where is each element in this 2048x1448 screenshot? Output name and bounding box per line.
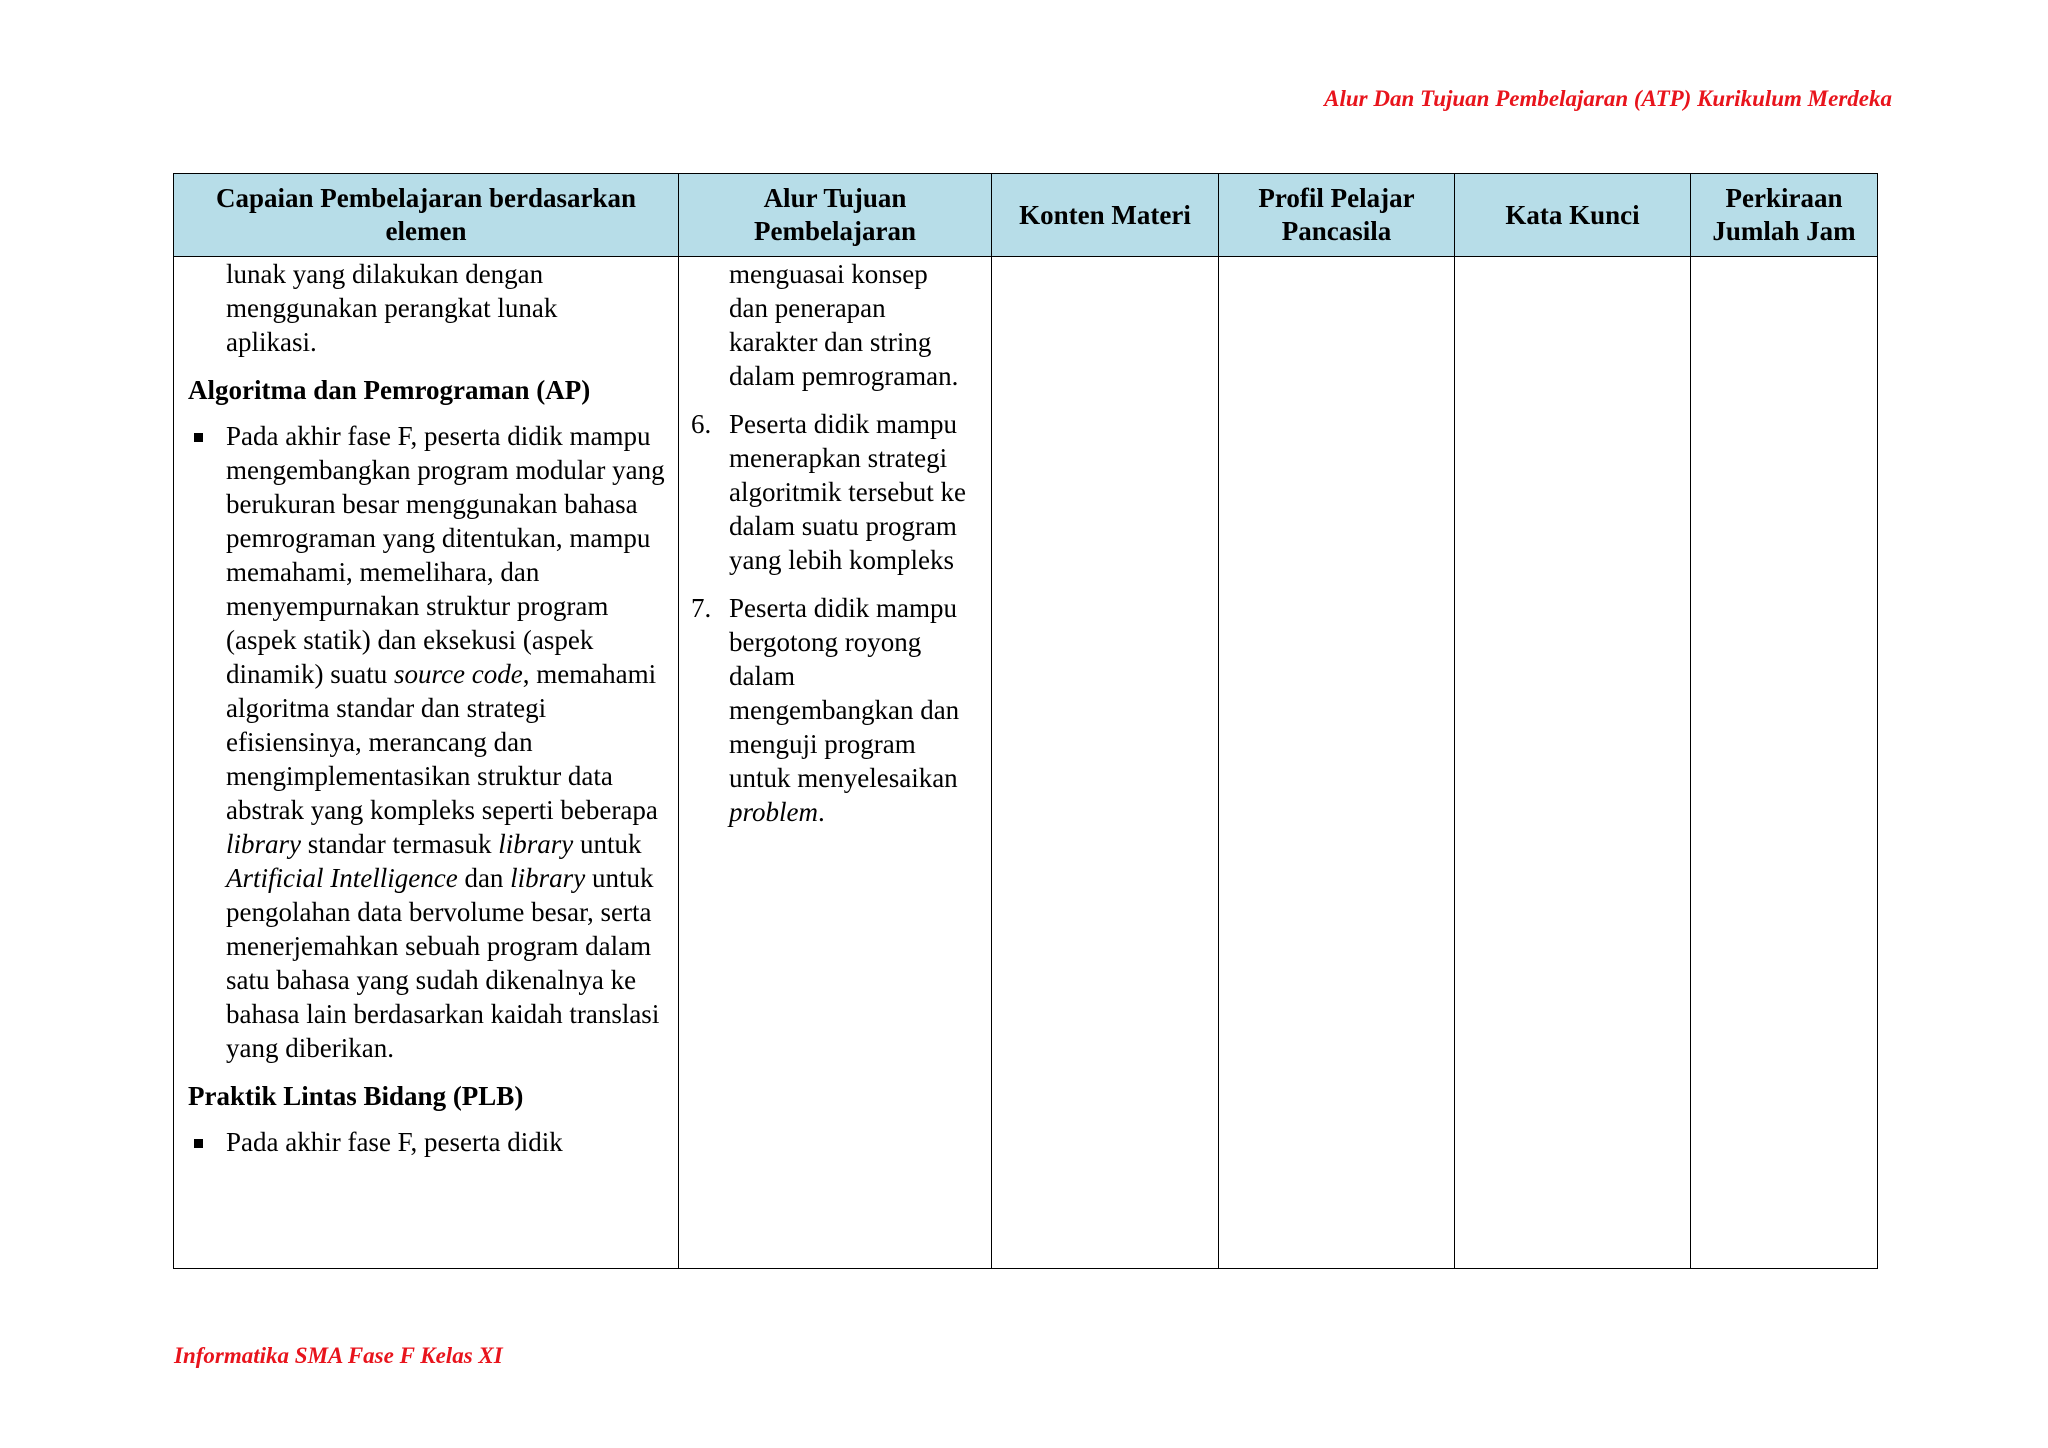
alur-item-6-text: Peserta didik mampu menerapkan strategi algoritmik tersebut ke dalam suatu program yang lebih kompleks [729,409,966,575]
alur-continuation: menguasai konsep dan penerapan karakter dan string dalam pemrograman. [729,259,959,391]
header-capaian: Capaian Pembelajaran berdasarkan elemen [174,174,679,257]
ap-text-1: Pada akhir fase F, peserta didik mampu mengembangkan program modular yang berukuran besar menggunakan bahasa pemrograman yang ditentukan, mampu memahami, memelihara, dan menyempurnakan struktur program (aspek statik) dan eksekusi (aspek dinamik) suatu [226,421,665,689]
plb-bullet-item [188,1125,668,1159]
alur-item-7-text: Peserta didik mampu bergotong royong dalam mengembangkan dan menguji program untuk menyelesaikan [729,593,960,793]
ap-text-3: standar termasuk [301,829,499,859]
atp-table [173,173,1878,1269]
header-profil-pelajar: Profil Pelajar Pancasila [1219,174,1455,257]
ap-bullet-item [188,419,668,1065]
ap-italic-source-code: source code [393,659,523,689]
cell-kata-kunci [1455,257,1691,1269]
alur-item-7-italic-problem: problem [729,797,818,827]
ap-text-2: , memahami algoritma standar dan strategi efisiensinya, merancang dan mengimplementasikan struktur data abstrak yang kompleks seperti beberapa [226,659,658,825]
alur-item-7 [691,591,983,829]
ap-text-5: dan [457,863,511,893]
header-alur-tujuan: Alur Tujuan Pembelajaran [679,174,992,257]
cell-profil-pelajar [1219,257,1455,1269]
cell-capaian [174,257,679,1269]
header-konten-materi: Konten Materi [992,174,1219,257]
ap-italic-library-3: library [510,863,586,893]
ap-italic-library-1: library [226,829,302,859]
alur-item-7-number: 7. [691,593,712,623]
section-ap-title: Algoritma dan Pemrograman (AP) [188,375,591,405]
cell-konten-materi [992,257,1219,1269]
cell-alur-tujuan [679,257,992,1269]
header-kata-kunci: Kata Kunci [1455,174,1691,257]
bullet-square-icon [194,1139,203,1148]
ap-text-4: untuk [573,829,642,859]
header-perkiraan-jam: Perkiraan Jumlah Jam [1691,174,1878,257]
table-row [174,257,1878,1269]
alur-item-6-number: 6. [691,409,712,439]
ap-italic-ai: Artificial Intelligence [226,863,458,893]
alur-item-7-end: . [818,797,825,827]
page-footer-text: Informatika SMA Fase F Kelas XI [174,1343,503,1368]
capaian-continuation: lunak yang dilakukan dengan menggunakan perangkat lunak aplikasi. [226,259,558,357]
page-header-title: Alur Dan Tujuan Pembelajaran (ATP) Kurikulum Merdeka [1324,86,1892,111]
table-header-row [174,174,1878,257]
ap-text-6: untuk pengolahan data bervolume besar, serta menerjemahkan sebuah program dalam satu bahasa yang sudah dikenalnya ke bahasa lain berdasarkan kaidah translasi yang diberikan. [226,863,660,1063]
plb-text: Pada akhir fase F, peserta didik [226,1127,563,1157]
section-plb-title: Praktik Lintas Bidang (PLB) [188,1081,524,1111]
cell-perkiraan-jam [1691,257,1878,1269]
ap-italic-library-2: library [498,829,574,859]
alur-item-6 [691,407,983,577]
bullet-square-icon [194,433,203,442]
